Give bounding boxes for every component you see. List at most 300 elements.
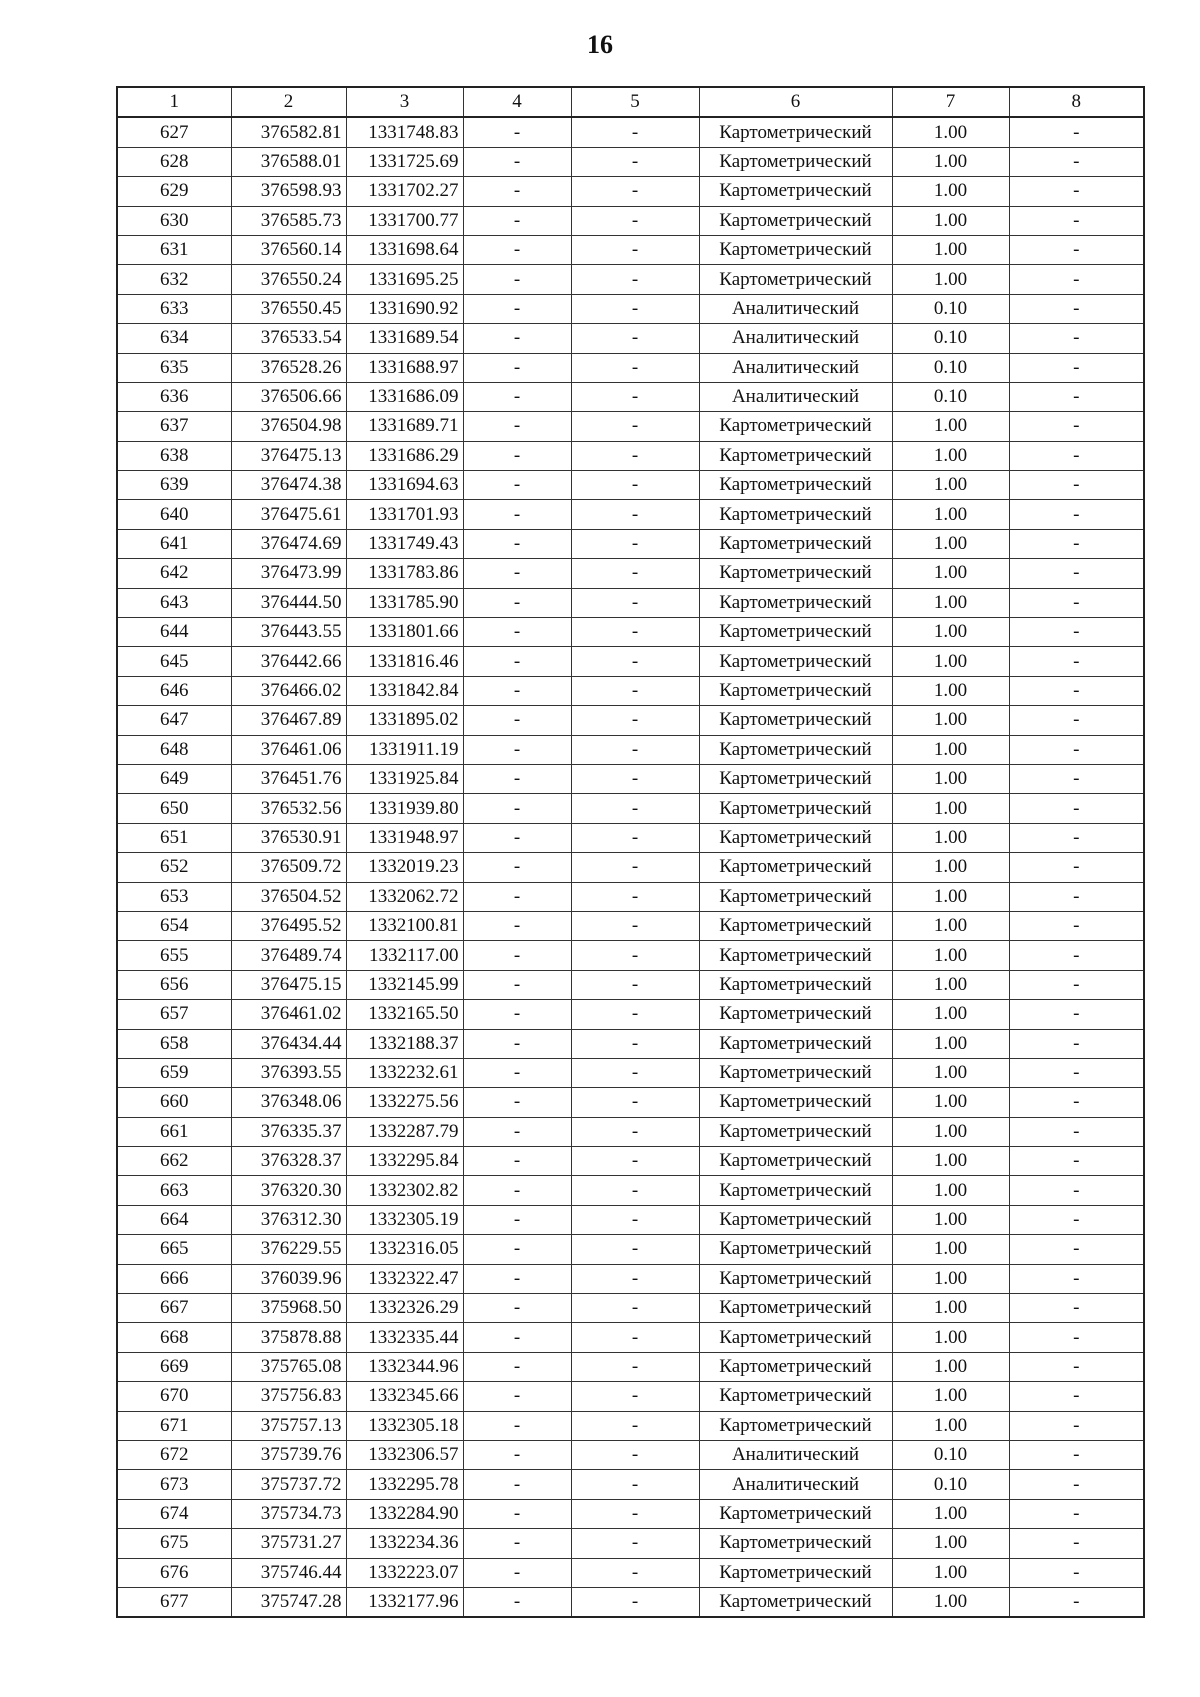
y-coordinate-cell: 1332188.37 xyxy=(346,1029,463,1058)
col-5-cell: - xyxy=(571,1411,699,1440)
x-coordinate-cell: 375756.83 xyxy=(231,1382,346,1411)
header-cell-7: 7 xyxy=(892,87,1009,117)
col-4-cell: - xyxy=(463,441,571,470)
col-5-cell: - xyxy=(571,1147,699,1176)
x-coordinate-cell: 376467.89 xyxy=(231,706,346,735)
col-8-cell: - xyxy=(1009,294,1144,323)
point-number-cell: 650 xyxy=(117,794,231,823)
method-cell: Картометрический xyxy=(699,177,892,206)
method-cell: Картометрический xyxy=(699,1411,892,1440)
x-coordinate-cell: 376474.69 xyxy=(231,529,346,558)
method-cell: Картометрический xyxy=(699,706,892,735)
x-coordinate-cell: 375737.72 xyxy=(231,1470,346,1499)
col-4-cell: - xyxy=(463,706,571,735)
col-8-cell: - xyxy=(1009,1529,1144,1558)
x-coordinate-cell: 376474.38 xyxy=(231,471,346,500)
accuracy-cell: 1.00 xyxy=(892,1529,1009,1558)
col-8-cell: - xyxy=(1009,1000,1144,1029)
method-cell: Аналитический xyxy=(699,324,892,353)
table-row xyxy=(117,1235,1144,1264)
y-coordinate-cell: 1332177.96 xyxy=(346,1587,463,1617)
x-coordinate-cell: 376443.55 xyxy=(231,618,346,647)
x-coordinate-cell: 376328.37 xyxy=(231,1147,346,1176)
accuracy-cell: 1.00 xyxy=(892,1088,1009,1117)
y-coordinate-cell: 1332287.79 xyxy=(346,1117,463,1146)
point-number-cell: 668 xyxy=(117,1323,231,1352)
point-number-cell: 656 xyxy=(117,970,231,999)
y-coordinate-cell: 1331948.97 xyxy=(346,823,463,852)
col-8-cell: - xyxy=(1009,1147,1144,1176)
accuracy-cell: 1.00 xyxy=(892,823,1009,852)
col-5-cell: - xyxy=(571,412,699,441)
x-coordinate-cell: 375747.28 xyxy=(231,1587,346,1617)
y-coordinate-cell: 1332223.07 xyxy=(346,1558,463,1587)
table-row xyxy=(117,1382,1144,1411)
table-row xyxy=(117,1294,1144,1323)
col-5-cell: - xyxy=(571,911,699,940)
col-5-cell: - xyxy=(571,1529,699,1558)
col-5-cell: - xyxy=(571,382,699,411)
col-5-cell: - xyxy=(571,676,699,705)
col-5-cell: - xyxy=(571,882,699,911)
col-4-cell: - xyxy=(463,1205,571,1234)
col-4-cell: - xyxy=(463,412,571,441)
col-8-cell: - xyxy=(1009,1058,1144,1087)
accuracy-cell: 1.00 xyxy=(892,1323,1009,1352)
x-coordinate-cell: 376560.14 xyxy=(231,235,346,264)
method-cell: Картометрический xyxy=(699,471,892,500)
col-5-cell: - xyxy=(571,147,699,176)
method-cell: Картометрический xyxy=(699,1529,892,1558)
table-row xyxy=(117,911,1144,940)
y-coordinate-cell: 1332326.29 xyxy=(346,1294,463,1323)
method-cell: Картометрический xyxy=(699,588,892,617)
col-4-cell: - xyxy=(463,618,571,647)
col-8-cell: - xyxy=(1009,471,1144,500)
y-coordinate-cell: 1332302.82 xyxy=(346,1176,463,1205)
col-5-cell: - xyxy=(571,1323,699,1352)
col-4-cell: - xyxy=(463,970,571,999)
table-row xyxy=(117,117,1144,147)
point-number-cell: 634 xyxy=(117,324,231,353)
table-row xyxy=(117,206,1144,235)
accuracy-cell: 1.00 xyxy=(892,441,1009,470)
col-8-cell: - xyxy=(1009,177,1144,206)
accuracy-cell: 1.00 xyxy=(892,911,1009,940)
accuracy-cell: 0.10 xyxy=(892,353,1009,382)
point-number-cell: 632 xyxy=(117,265,231,294)
accuracy-cell: 1.00 xyxy=(892,529,1009,558)
accuracy-cell: 1.00 xyxy=(892,1147,1009,1176)
x-coordinate-cell: 376444.50 xyxy=(231,588,346,617)
table-row xyxy=(117,382,1144,411)
table-row xyxy=(117,970,1144,999)
method-cell: Картометрический xyxy=(699,735,892,764)
col-4-cell: - xyxy=(463,177,571,206)
method-cell: Картометрический xyxy=(699,764,892,793)
table-row xyxy=(117,735,1144,764)
accuracy-cell: 0.10 xyxy=(892,382,1009,411)
point-number-cell: 640 xyxy=(117,500,231,529)
table-row xyxy=(117,853,1144,882)
method-cell: Картометрический xyxy=(699,618,892,647)
table-row xyxy=(117,235,1144,264)
col-4-cell: - xyxy=(463,941,571,970)
y-coordinate-cell: 1331700.77 xyxy=(346,206,463,235)
point-number-cell: 649 xyxy=(117,764,231,793)
col-4-cell: - xyxy=(463,853,571,882)
col-8-cell: - xyxy=(1009,117,1144,147)
col-4-cell: - xyxy=(463,1117,571,1146)
col-8-cell: - xyxy=(1009,559,1144,588)
col-8-cell: - xyxy=(1009,353,1144,382)
table-row xyxy=(117,794,1144,823)
method-cell: Картометрический xyxy=(699,941,892,970)
col-5-cell: - xyxy=(571,1235,699,1264)
table-row xyxy=(117,1440,1144,1469)
col-8-cell: - xyxy=(1009,382,1144,411)
table-row xyxy=(117,471,1144,500)
method-cell: Картометрический xyxy=(699,1352,892,1381)
col-4-cell: - xyxy=(463,1587,571,1617)
x-coordinate-cell: 376495.52 xyxy=(231,911,346,940)
col-4-cell: - xyxy=(463,794,571,823)
y-coordinate-cell: 1331785.90 xyxy=(346,588,463,617)
y-coordinate-cell: 1331701.93 xyxy=(346,500,463,529)
method-cell: Картометрический xyxy=(699,559,892,588)
method-cell: Картометрический xyxy=(699,676,892,705)
y-coordinate-cell: 1332306.57 xyxy=(346,1440,463,1469)
col-8-cell: - xyxy=(1009,1176,1144,1205)
table-row xyxy=(117,1029,1144,1058)
table-row xyxy=(117,823,1144,852)
accuracy-cell: 1.00 xyxy=(892,559,1009,588)
col-4-cell: - xyxy=(463,529,571,558)
col-5-cell: - xyxy=(571,853,699,882)
col-8-cell: - xyxy=(1009,911,1144,940)
col-8-cell: - xyxy=(1009,1382,1144,1411)
col-8-cell: - xyxy=(1009,618,1144,647)
col-5-cell: - xyxy=(571,559,699,588)
x-coordinate-cell: 376466.02 xyxy=(231,676,346,705)
col-8-cell: - xyxy=(1009,1411,1144,1440)
col-5-cell: - xyxy=(571,1558,699,1587)
table-row xyxy=(117,1147,1144,1176)
method-cell: Картометрический xyxy=(699,1147,892,1176)
col-8-cell: - xyxy=(1009,1029,1144,1058)
x-coordinate-cell: 375757.13 xyxy=(231,1411,346,1440)
y-coordinate-cell: 1332322.47 xyxy=(346,1264,463,1293)
y-coordinate-cell: 1331690.92 xyxy=(346,294,463,323)
method-cell: Аналитический xyxy=(699,294,892,323)
accuracy-cell: 1.00 xyxy=(892,412,1009,441)
col-8-cell: - xyxy=(1009,1352,1144,1381)
page-number: 16 xyxy=(587,30,613,59)
col-8-cell: - xyxy=(1009,764,1144,793)
y-coordinate-cell: 1332275.56 xyxy=(346,1088,463,1117)
table-row xyxy=(117,1000,1144,1029)
table-row xyxy=(117,294,1144,323)
method-cell: Картометрический xyxy=(699,117,892,147)
point-number-cell: 628 xyxy=(117,147,231,176)
accuracy-cell: 1.00 xyxy=(892,1000,1009,1029)
method-cell: Картометрический xyxy=(699,823,892,852)
col-5-cell: - xyxy=(571,1587,699,1617)
y-coordinate-cell: 1332316.05 xyxy=(346,1235,463,1264)
point-number-cell: 653 xyxy=(117,882,231,911)
x-coordinate-cell: 376489.74 xyxy=(231,941,346,970)
col-8-cell: - xyxy=(1009,676,1144,705)
point-number-cell: 627 xyxy=(117,117,231,147)
col-4-cell: - xyxy=(463,117,571,147)
col-4-cell: - xyxy=(463,588,571,617)
x-coordinate-cell: 376504.52 xyxy=(231,882,346,911)
col-4-cell: - xyxy=(463,911,571,940)
y-coordinate-cell: 1331702.27 xyxy=(346,177,463,206)
y-coordinate-cell: 1331911.19 xyxy=(346,735,463,764)
col-8-cell: - xyxy=(1009,1440,1144,1469)
method-cell: Картометрический xyxy=(699,647,892,676)
accuracy-cell: 1.00 xyxy=(892,1294,1009,1323)
col-8-cell: - xyxy=(1009,1117,1144,1146)
col-5-cell: - xyxy=(571,1117,699,1146)
method-cell: Аналитический xyxy=(699,382,892,411)
col-8-cell: - xyxy=(1009,265,1144,294)
method-cell: Картометрический xyxy=(699,794,892,823)
coordinates-table xyxy=(116,86,1145,1618)
col-8-cell: - xyxy=(1009,970,1144,999)
method-cell: Картометрический xyxy=(699,1499,892,1528)
x-coordinate-cell: 376451.76 xyxy=(231,764,346,793)
col-8-cell: - xyxy=(1009,1587,1144,1617)
y-coordinate-cell: 1331695.25 xyxy=(346,265,463,294)
y-coordinate-cell: 1331725.69 xyxy=(346,147,463,176)
x-coordinate-cell: 376550.24 xyxy=(231,265,346,294)
x-coordinate-cell: 376528.26 xyxy=(231,353,346,382)
col-8-cell: - xyxy=(1009,1264,1144,1293)
y-coordinate-cell: 1332234.36 xyxy=(346,1529,463,1558)
col-5-cell: - xyxy=(571,500,699,529)
col-4-cell: - xyxy=(463,1088,571,1117)
point-number-cell: 665 xyxy=(117,1235,231,1264)
accuracy-cell: 1.00 xyxy=(892,1235,1009,1264)
col-5-cell: - xyxy=(571,1294,699,1323)
y-coordinate-cell: 1331842.84 xyxy=(346,676,463,705)
y-coordinate-cell: 1332295.78 xyxy=(346,1470,463,1499)
method-cell: Картометрический xyxy=(699,1176,892,1205)
accuracy-cell: 1.00 xyxy=(892,676,1009,705)
header-cell-8: 8 xyxy=(1009,87,1144,117)
accuracy-cell: 1.00 xyxy=(892,1117,1009,1146)
col-8-cell: - xyxy=(1009,794,1144,823)
col-8-cell: - xyxy=(1009,1088,1144,1117)
col-5-cell: - xyxy=(571,970,699,999)
x-coordinate-cell: 376461.06 xyxy=(231,735,346,764)
table-row xyxy=(117,1323,1144,1352)
x-coordinate-cell: 376475.61 xyxy=(231,500,346,529)
col-5-cell: - xyxy=(571,1058,699,1087)
point-number-cell: 670 xyxy=(117,1382,231,1411)
accuracy-cell: 0.10 xyxy=(892,294,1009,323)
method-cell: Картометрический xyxy=(699,1029,892,1058)
col-8-cell: - xyxy=(1009,588,1144,617)
x-coordinate-cell: 375734.73 xyxy=(231,1499,346,1528)
col-4-cell: - xyxy=(463,353,571,382)
col-5-cell: - xyxy=(571,1499,699,1528)
x-coordinate-cell: 375746.44 xyxy=(231,1558,346,1587)
col-4-cell: - xyxy=(463,764,571,793)
col-8-cell: - xyxy=(1009,235,1144,264)
point-number-cell: 671 xyxy=(117,1411,231,1440)
col-4-cell: - xyxy=(463,1352,571,1381)
point-number-cell: 662 xyxy=(117,1147,231,1176)
y-coordinate-cell: 1331686.29 xyxy=(346,441,463,470)
point-number-cell: 659 xyxy=(117,1058,231,1087)
col-4-cell: - xyxy=(463,1558,571,1587)
table-row xyxy=(117,1529,1144,1558)
y-coordinate-cell: 1332344.96 xyxy=(346,1352,463,1381)
accuracy-cell: 1.00 xyxy=(892,471,1009,500)
col-4-cell: - xyxy=(463,735,571,764)
point-number-cell: 637 xyxy=(117,412,231,441)
point-number-cell: 643 xyxy=(117,588,231,617)
col-4-cell: - xyxy=(463,559,571,588)
y-coordinate-cell: 1331689.54 xyxy=(346,324,463,353)
point-number-cell: 648 xyxy=(117,735,231,764)
table-header-row xyxy=(117,87,1144,117)
x-coordinate-cell: 376434.44 xyxy=(231,1029,346,1058)
col-5-cell: - xyxy=(571,588,699,617)
table-row xyxy=(117,529,1144,558)
header-cell-6: 6 xyxy=(699,87,892,117)
y-coordinate-cell: 1332305.19 xyxy=(346,1205,463,1234)
table-row xyxy=(117,1176,1144,1205)
accuracy-cell: 1.00 xyxy=(892,206,1009,235)
method-cell: Картометрический xyxy=(699,1088,892,1117)
table-row xyxy=(117,147,1144,176)
col-5-cell: - xyxy=(571,294,699,323)
table-row xyxy=(117,559,1144,588)
method-cell: Картометрический xyxy=(699,1235,892,1264)
col-8-cell: - xyxy=(1009,206,1144,235)
y-coordinate-cell: 1332232.61 xyxy=(346,1058,463,1087)
col-5-cell: - xyxy=(571,1029,699,1058)
col-5-cell: - xyxy=(571,471,699,500)
point-number-cell: 652 xyxy=(117,853,231,882)
table-row xyxy=(117,1205,1144,1234)
col-4-cell: - xyxy=(463,1470,571,1499)
point-number-cell: 667 xyxy=(117,1294,231,1323)
point-number-cell: 635 xyxy=(117,353,231,382)
y-coordinate-cell: 1331925.84 xyxy=(346,764,463,793)
col-4-cell: - xyxy=(463,676,571,705)
accuracy-cell: 1.00 xyxy=(892,177,1009,206)
x-coordinate-cell: 376393.55 xyxy=(231,1058,346,1087)
accuracy-cell: 1.00 xyxy=(892,265,1009,294)
col-8-cell: - xyxy=(1009,735,1144,764)
header-cell-2: 2 xyxy=(231,87,346,117)
col-5-cell: - xyxy=(571,177,699,206)
method-cell: Картометрический xyxy=(699,1117,892,1146)
table-row xyxy=(117,324,1144,353)
method-cell: Картометрический xyxy=(699,412,892,441)
col-8-cell: - xyxy=(1009,147,1144,176)
point-number-cell: 642 xyxy=(117,559,231,588)
col-5-cell: - xyxy=(571,1088,699,1117)
x-coordinate-cell: 375731.27 xyxy=(231,1529,346,1558)
table-row xyxy=(117,1470,1144,1499)
point-number-cell: 666 xyxy=(117,1264,231,1293)
col-5-cell: - xyxy=(571,1176,699,1205)
point-number-cell: 644 xyxy=(117,618,231,647)
x-coordinate-cell: 376229.55 xyxy=(231,1235,346,1264)
method-cell: Картометрический xyxy=(699,882,892,911)
accuracy-cell: 1.00 xyxy=(892,1058,1009,1087)
accuracy-cell: 1.00 xyxy=(892,235,1009,264)
col-5-cell: - xyxy=(571,117,699,147)
col-5-cell: - xyxy=(571,1205,699,1234)
col-4-cell: - xyxy=(463,1529,571,1558)
method-cell: Картометрический xyxy=(699,1294,892,1323)
y-coordinate-cell: 1331749.43 xyxy=(346,529,463,558)
table-row xyxy=(117,706,1144,735)
method-cell: Картометрический xyxy=(699,529,892,558)
x-coordinate-cell: 376588.01 xyxy=(231,147,346,176)
method-cell: Картометрический xyxy=(699,265,892,294)
col-5-cell: - xyxy=(571,618,699,647)
point-number-cell: 660 xyxy=(117,1088,231,1117)
accuracy-cell: 1.00 xyxy=(892,882,1009,911)
accuracy-cell: 1.00 xyxy=(892,1558,1009,1587)
point-number-cell: 641 xyxy=(117,529,231,558)
col-4-cell: - xyxy=(463,500,571,529)
table-row xyxy=(117,441,1144,470)
method-cell: Картометрический xyxy=(699,1058,892,1087)
col-4-cell: - xyxy=(463,823,571,852)
table-row xyxy=(117,265,1144,294)
col-4-cell: - xyxy=(463,882,571,911)
x-coordinate-cell: 376461.02 xyxy=(231,1000,346,1029)
table-row xyxy=(117,618,1144,647)
col-5-cell: - xyxy=(571,1440,699,1469)
table-row xyxy=(117,353,1144,382)
accuracy-cell: 1.00 xyxy=(892,941,1009,970)
col-4-cell: - xyxy=(463,1411,571,1440)
col-4-cell: - xyxy=(463,1294,571,1323)
table-row xyxy=(117,1499,1144,1528)
x-coordinate-cell: 376475.15 xyxy=(231,970,346,999)
x-coordinate-cell: 376506.66 xyxy=(231,382,346,411)
method-cell: Картометрический xyxy=(699,235,892,264)
point-number-cell: 677 xyxy=(117,1587,231,1617)
method-cell: Картометрический xyxy=(699,1000,892,1029)
table-row xyxy=(117,647,1144,676)
col-4-cell: - xyxy=(463,1058,571,1087)
col-8-cell: - xyxy=(1009,1323,1144,1352)
col-8-cell: - xyxy=(1009,441,1144,470)
col-8-cell: - xyxy=(1009,647,1144,676)
x-coordinate-cell: 376442.66 xyxy=(231,647,346,676)
col-4-cell: - xyxy=(463,294,571,323)
accuracy-cell: 1.00 xyxy=(892,1029,1009,1058)
col-4-cell: - xyxy=(463,1000,571,1029)
table-row xyxy=(117,1058,1144,1087)
x-coordinate-cell: 376473.99 xyxy=(231,559,346,588)
col-8-cell: - xyxy=(1009,823,1144,852)
col-4-cell: - xyxy=(463,1440,571,1469)
point-number-cell: 654 xyxy=(117,911,231,940)
point-number-cell: 629 xyxy=(117,177,231,206)
